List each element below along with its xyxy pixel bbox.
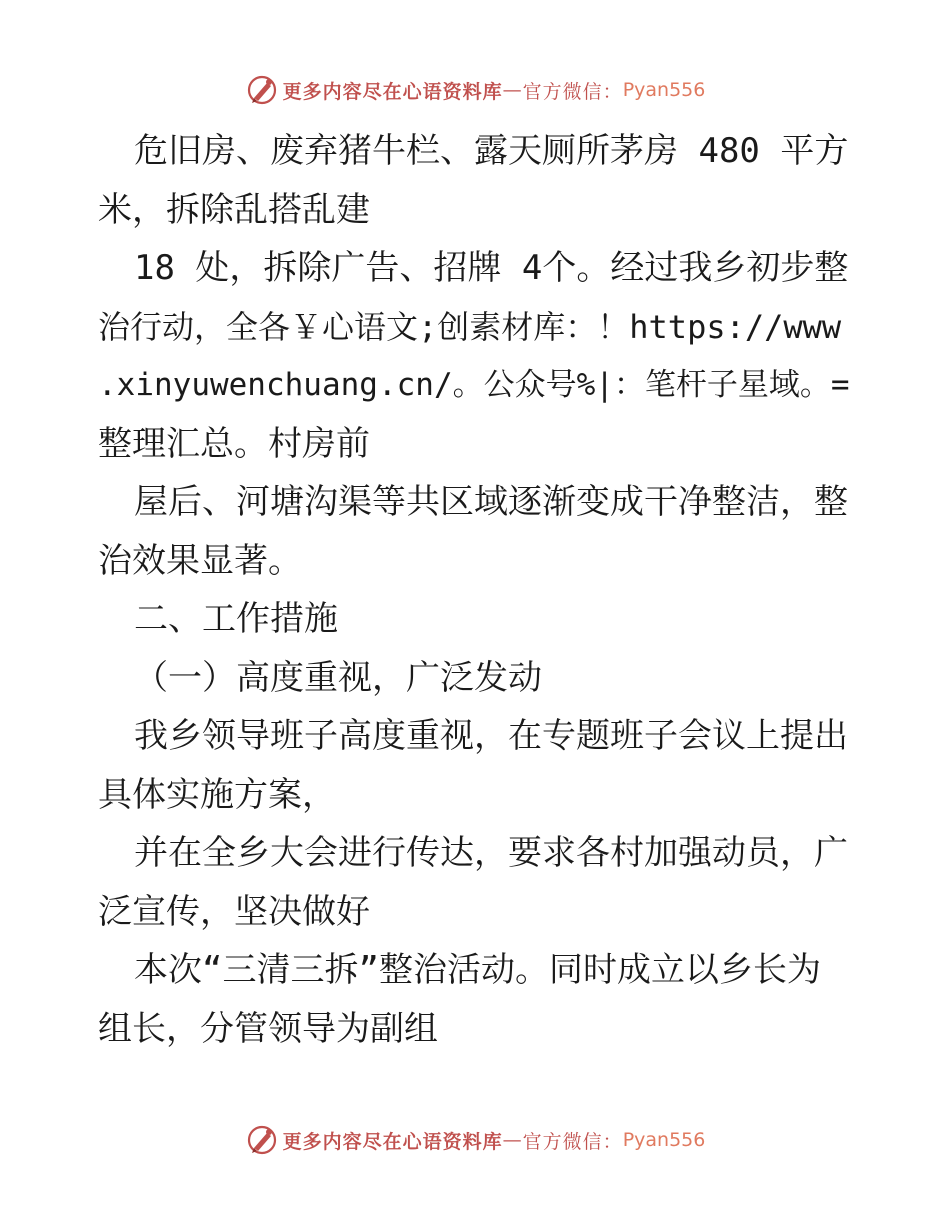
text-line: 具体实施方案， (98, 774, 336, 815)
header-watermark (0, 70, 950, 110)
watermark-wechat-id: Pyan556 (622, 1129, 706, 1151)
text-line: 我乡领导班子高度重视，在专题班子会议上提出 (134, 716, 848, 756)
text-line: 治行动，全各￥心语文;创素材库：！https://www (98, 307, 842, 346)
text-line: 米，拆除乱搭乱建 (98, 189, 370, 230)
watermark-wechat-id: Pyan556 (622, 79, 706, 101)
pen-logo-icon (245, 73, 279, 107)
text-line: 组长，分管领导为副组 (98, 1008, 438, 1049)
watermark-main-text: 更多内容尽在心语资料库 (282, 1130, 503, 1153)
watermark-dash: — (502, 1129, 523, 1151)
text-line: 18 处，拆除广告、招牌 4个。经过我乡初步整 (134, 248, 849, 288)
pen-logo-icon (245, 1123, 279, 1157)
watermark-wechat-label: 官方微信： (522, 1130, 623, 1153)
watermark-dash: — (502, 79, 523, 101)
watermark-wechat-label: 官方微信： (522, 80, 623, 103)
text-line: 泛宣传，坚决做好 (98, 891, 370, 932)
document-body (98, 122, 858, 1058)
text-line: 二、工作措施 (134, 599, 338, 639)
text-line: （一）高度重视，广泛发动 (134, 657, 542, 698)
text-line: 屋后、河塘沟渠等共区域逐渐变成干净整洁，整 (134, 482, 848, 522)
text-line: 危旧房、废弃猪牛栏、露天厕所茅房 480 平方 (134, 131, 849, 171)
footer-watermark (0, 1120, 950, 1160)
text-line: .xinyuwenchuang.cn/。公众号%|：笔杆子星域。= (98, 367, 850, 403)
text-line: 整理汇总。村房前 (98, 423, 370, 464)
text-line: 本次“三清三拆”整治活动。同时成立以乡长为 (134, 950, 821, 990)
watermark-main-text: 更多内容尽在心语资料库 (282, 80, 503, 103)
text-line: 治效果显著。 (98, 540, 302, 581)
text-line: 并在全乡大会进行传达，要求各村加强动员，广 (134, 833, 848, 873)
